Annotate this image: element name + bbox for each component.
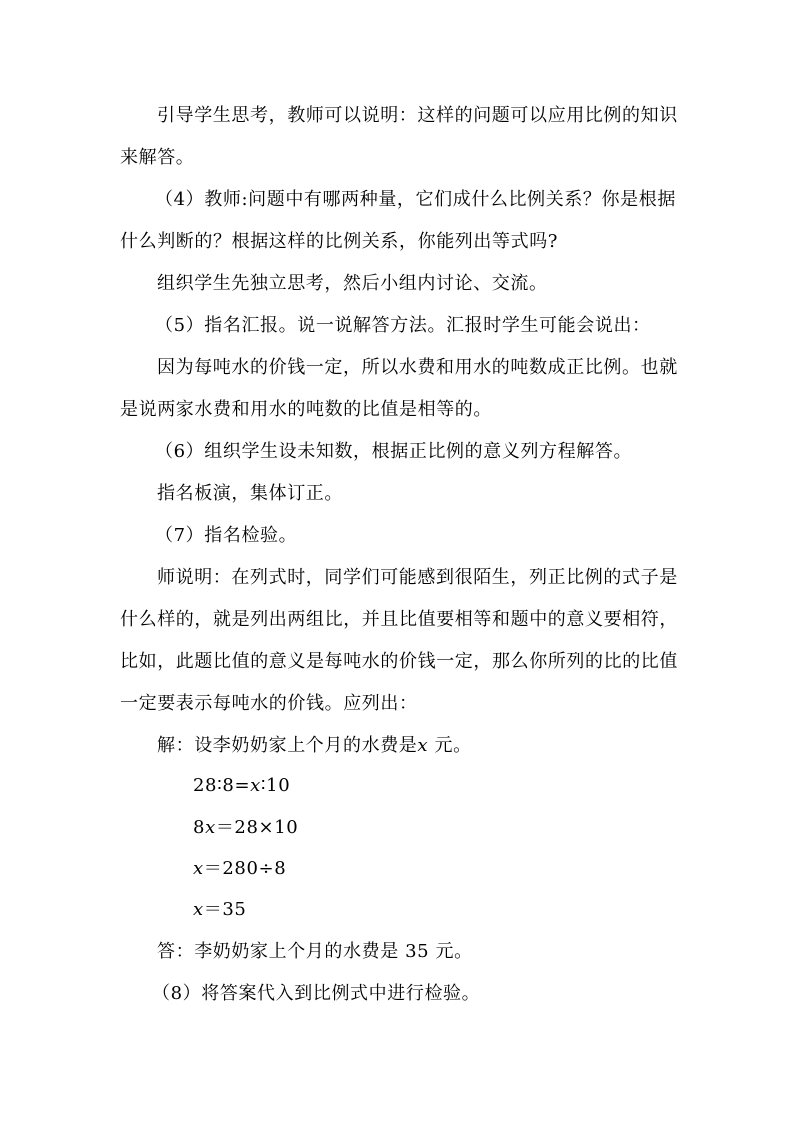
step-8: （8）将答案代入到比例式中进行检验。 bbox=[152, 983, 481, 1004]
variable-x: x bbox=[193, 899, 204, 920]
solution-intro-suffix: 元。 bbox=[428, 735, 472, 756]
solution-intro bbox=[157, 734, 472, 758]
paragraph-9-line-2: 什么样的，就是列出两组比，并且比值要相等和题中的意义要相符， bbox=[120, 609, 678, 630]
paragraph-6: （6）组织学生设未知数，根据正比例的意义列方程解答。 bbox=[155, 441, 633, 462]
equation-2-coefficient: 8 bbox=[193, 817, 206, 838]
equation-4 bbox=[193, 898, 246, 922]
paragraph-5-line-1: 因为每吨水的价钱一定，所以水费和用水的吨数成正比例。也就 bbox=[157, 357, 678, 378]
paragraph-3: 组织学生先独立思考，然后小组内讨论、交流。 bbox=[157, 273, 548, 294]
equation-1-left: 28∶8= bbox=[193, 775, 251, 796]
paragraph-9-line-4: 一定要表示每吨水的价钱。应列出： bbox=[120, 693, 418, 714]
paragraph-9-line-3: 比如，此题比值的意义是每吨水的价钱一定，那么你所列的比的比值 bbox=[120, 651, 678, 672]
variable-x: x bbox=[205, 817, 216, 838]
equation-3-right: ＝280÷8 bbox=[203, 858, 287, 879]
paragraph-2-line-1: （4）教师:问题中有哪两种量，它们成什么比例关系？你是根据 bbox=[155, 189, 676, 210]
equation-1 bbox=[193, 774, 290, 798]
variable-x: x bbox=[417, 735, 429, 756]
paragraph-9-line-1: 师说明：在列式时，同学们可能感到很陌生，列正比例的式子是 bbox=[157, 567, 678, 588]
paragraph-4: （5）指名汇报。说一说解答方法。汇报时学生可能会说出： bbox=[155, 315, 651, 336]
equation-3 bbox=[193, 857, 286, 881]
answer-line: 答：李奶奶家上个月的水费是 35 元。 bbox=[157, 941, 473, 962]
paragraph-7: 指名板演，集体订正。 bbox=[157, 483, 343, 504]
equation-4-right: ＝35 bbox=[203, 899, 247, 920]
paragraph-1-line-1: 引导学生思考，教师可以说明：这样的问题可以应用比例的知识 bbox=[157, 105, 678, 126]
paragraph-2-line-2: 什么判断的？根据这样的比例关系，你能列出等式吗? bbox=[120, 231, 559, 252]
equation-1-right: ∶10 bbox=[260, 775, 291, 796]
equation-2 bbox=[193, 816, 298, 840]
paragraph-1-line-2: 来解答。 bbox=[120, 147, 195, 168]
paragraph-8: （7）指名检验。 bbox=[155, 525, 298, 546]
variable-x: x bbox=[250, 775, 261, 796]
equation-2-right: ＝28×10 bbox=[215, 817, 299, 838]
solution-intro-prefix: 解：设李奶奶家上个月的水费是 bbox=[157, 735, 418, 756]
variable-x: x bbox=[193, 858, 204, 879]
paragraph-5-line-2: 是说两家水费和用水的吨数的比值是相等的。 bbox=[120, 399, 492, 420]
